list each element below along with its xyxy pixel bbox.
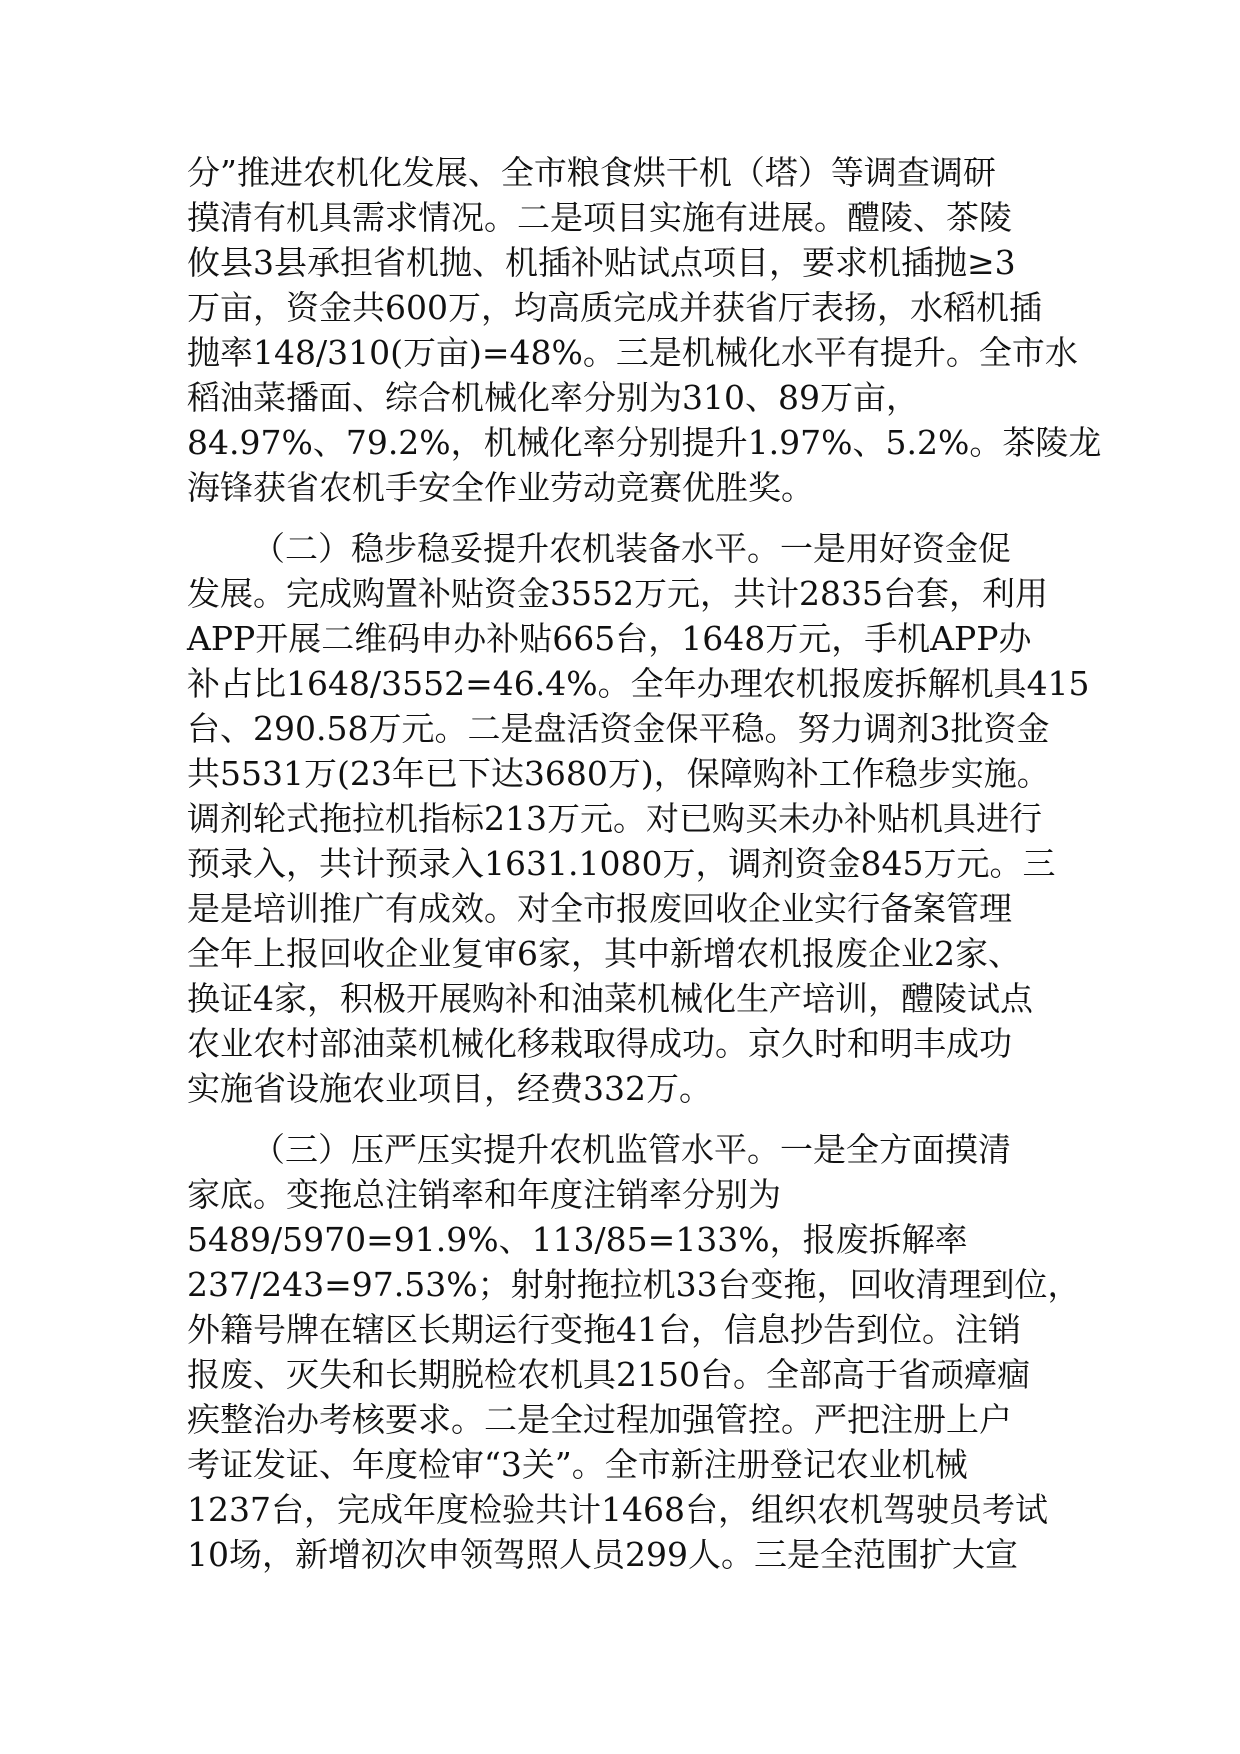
text-line: 外籍号牌在辖区长期运行变拖41台，信息抄告到位。注销	[187, 1310, 1021, 1349]
text-line: 1237台，完成年度检验共计1468台，组织农机驾驶员考试	[187, 1490, 1048, 1529]
text-line: 发展。完成购置补贴资金3552万元，共计2835台套，利用	[187, 574, 1048, 613]
text-line: 补占比1648/3552=46.4%。全年办理农机报废拆解机具415	[187, 664, 1090, 703]
text-line: 是是培训推广有成效。对全市报废回收企业实行备案管理	[187, 889, 1012, 928]
text-line: 84.97%、79.2%，机械化率分别提升1.97%、5.2%。茶陵龙	[187, 423, 1102, 462]
text-line: 台、290.58万元。二是盘活资金保平稳。努力调剂3批资金	[187, 709, 1050, 748]
document-body	[187, 150, 1102, 1577]
text-line: 10场，新增初次申领驾照人员299人。三是全范围扩大宣	[187, 1535, 1018, 1574]
paragraph-equipment-level	[187, 526, 1090, 1111]
text-line: 实施省设施农业项目，经费332万。	[187, 1069, 712, 1108]
paragraph-supervision-level	[187, 1127, 1081, 1577]
text-line: 237/243=97.53%；射射拖拉机33台变拖，回收清理到位，	[187, 1265, 1081, 1304]
text-line: 报废、灭失和长期脱检农机具2150台。全部高于省顽瘴痼	[187, 1355, 1030, 1394]
text-line: APP开展二维码申办补贴665台，1648万元，手机APP办	[187, 619, 1032, 658]
text-line: 共5531万(23年已下达3680万)，保障购补工作稳步实施。	[187, 754, 1050, 793]
text-line: 攸县3县承担省机抛、机插补贴试点项目，要求机插抛≥3	[187, 243, 1016, 282]
paragraph-mechanization-progress	[187, 150, 1102, 510]
text-line: 换证4家，积极开展购补和油菜机械化生产培训，醴陵试点	[187, 979, 1033, 1018]
text-line: 分”推进农机化发展、全市粮食烘干机（塔）等调查调研	[187, 153, 996, 192]
text-line: 全年上报回收企业复审6家，其中新增农机报废企业2家、	[187, 934, 1021, 973]
text-line: 抛率148/310(万亩)=48%。三是机械化水平有提升。全市水	[187, 333, 1078, 372]
text-line: 5489/5970=91.9%、113/85=133%，报废拆解率	[187, 1220, 968, 1259]
text-line: 万亩，资金共600万，均高质完成并获省厅表扬，水稻机插	[187, 288, 1042, 327]
text-line: 海锋获省农机手安全作业劳动竞赛优胜奖。	[187, 468, 814, 507]
text-line: （三）压严压实提升农机监管水平。一是全方面摸清	[252, 1130, 1011, 1169]
text-line: 农业农村部油菜机械化移栽取得成功。京久时和明丰成功	[187, 1024, 1012, 1063]
text-line: 调剂轮式拖拉机指标213万元。对已购买未办补贴机具进行	[187, 799, 1042, 838]
text-line: 疾整治办考核要求。二是全过程加强管控。严把注册上户	[187, 1400, 1012, 1439]
text-line: 稻油菜播面、综合机械化率分别为310、89万亩，	[187, 378, 919, 417]
text-line: 预录入，共计预录入1631.1080万，调剂资金845万元。三	[187, 844, 1056, 883]
text-line: 摸清有机具需求情况。二是项目实施有进展。醴陵、茶陵	[187, 198, 1012, 237]
text-line: 考证发证、年度检审“3关”。全市新注册登记农业机械	[187, 1445, 968, 1484]
text-line: 家底。变拖总注销率和年度注销率分别为	[187, 1175, 781, 1214]
text-line: （二）稳步稳妥提升农机装备水平。一是用好资金促	[252, 529, 1011, 568]
